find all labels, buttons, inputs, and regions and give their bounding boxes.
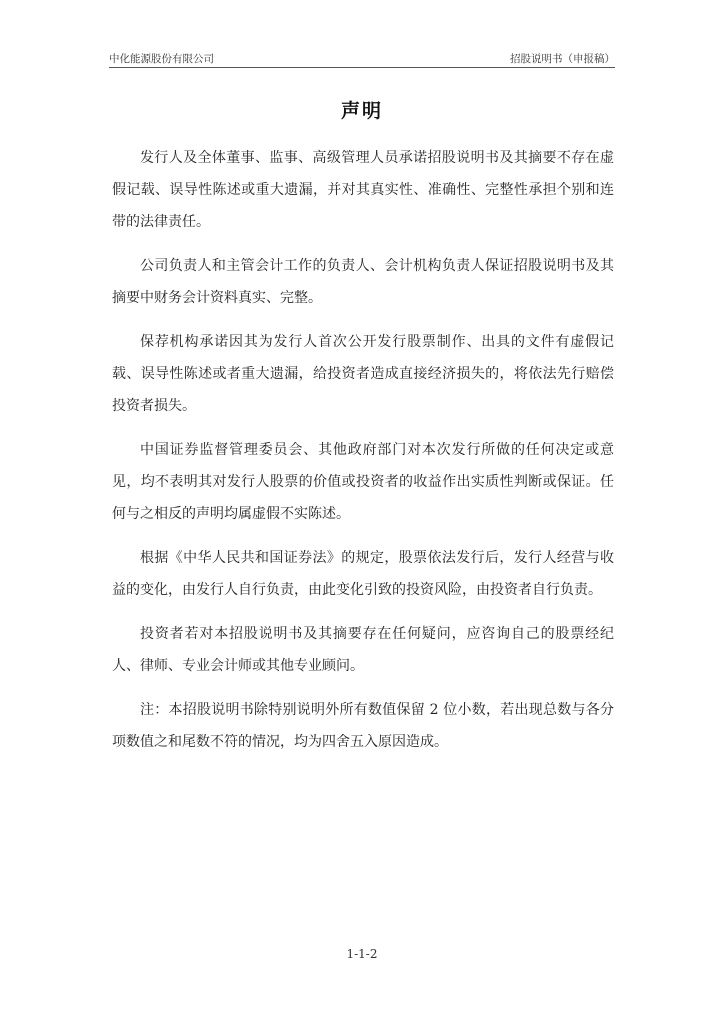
paragraph-2: 公司负责人和主管会计工作的负责人、会计机构负责人保证招股说明书及其摘要中财务会计资料真实、完整。 bbox=[112, 258, 614, 306]
page-title: 声明 bbox=[340, 100, 383, 122]
company-name: 中化能源股份有限公司 bbox=[109, 53, 214, 65]
header-divider bbox=[109, 67, 615, 68]
paragraph-6: 投资者若对本招股说明书及其摘要存在任何疑问，应咨询自己的股票经纪人、律师、专业会计师或其他专业顾问。 bbox=[112, 626, 614, 674]
document-type: 招股说明书（申报稿） bbox=[510, 53, 615, 65]
paragraph-5: 根据《中华人民共和国证券法》的规定，股票依法发行后，发行人经营与收益的变化，由发行人自行负责，由此变化引致的投资风险，由投资者自行负责。 bbox=[112, 550, 614, 598]
paragraph-1: 发行人及全体董事、监事、高级管理人员承诺招股说明书及其摘要不存在虚假记载、误导性陈述或重大遗漏，并对其真实性、准确性、完整性承担个别和连带的法律责任。 bbox=[112, 150, 614, 230]
page-number: 1-1-2 bbox=[346, 947, 378, 961]
note-paragraph: 注：本招股说明书除特别说明外所有数值保留 2 位小数，若出现总数与各分项数值之和尾数不符的情况，均为四舍五入原因造成。 bbox=[112, 702, 614, 750]
declaration-body bbox=[112, 142, 614, 770]
paragraph-3: 保荐机构承诺因其为发行人首次公开发行股票制作、出具的文件有虚假记载、误导性陈述或者重大遗漏，给投资者造成直接经济损失的，将依法先行赔偿投资者损失。 bbox=[112, 334, 614, 414]
page-header bbox=[109, 52, 615, 66]
paragraph-4: 中国证券监督管理委员会、其他政府部门对本次发行所做的任何决定或意见，均不表明其对发行人股票的价值或投资者的收益作出实质性判断或保证。任何与之相反的声明均属虚假不实陈述。 bbox=[112, 442, 614, 522]
